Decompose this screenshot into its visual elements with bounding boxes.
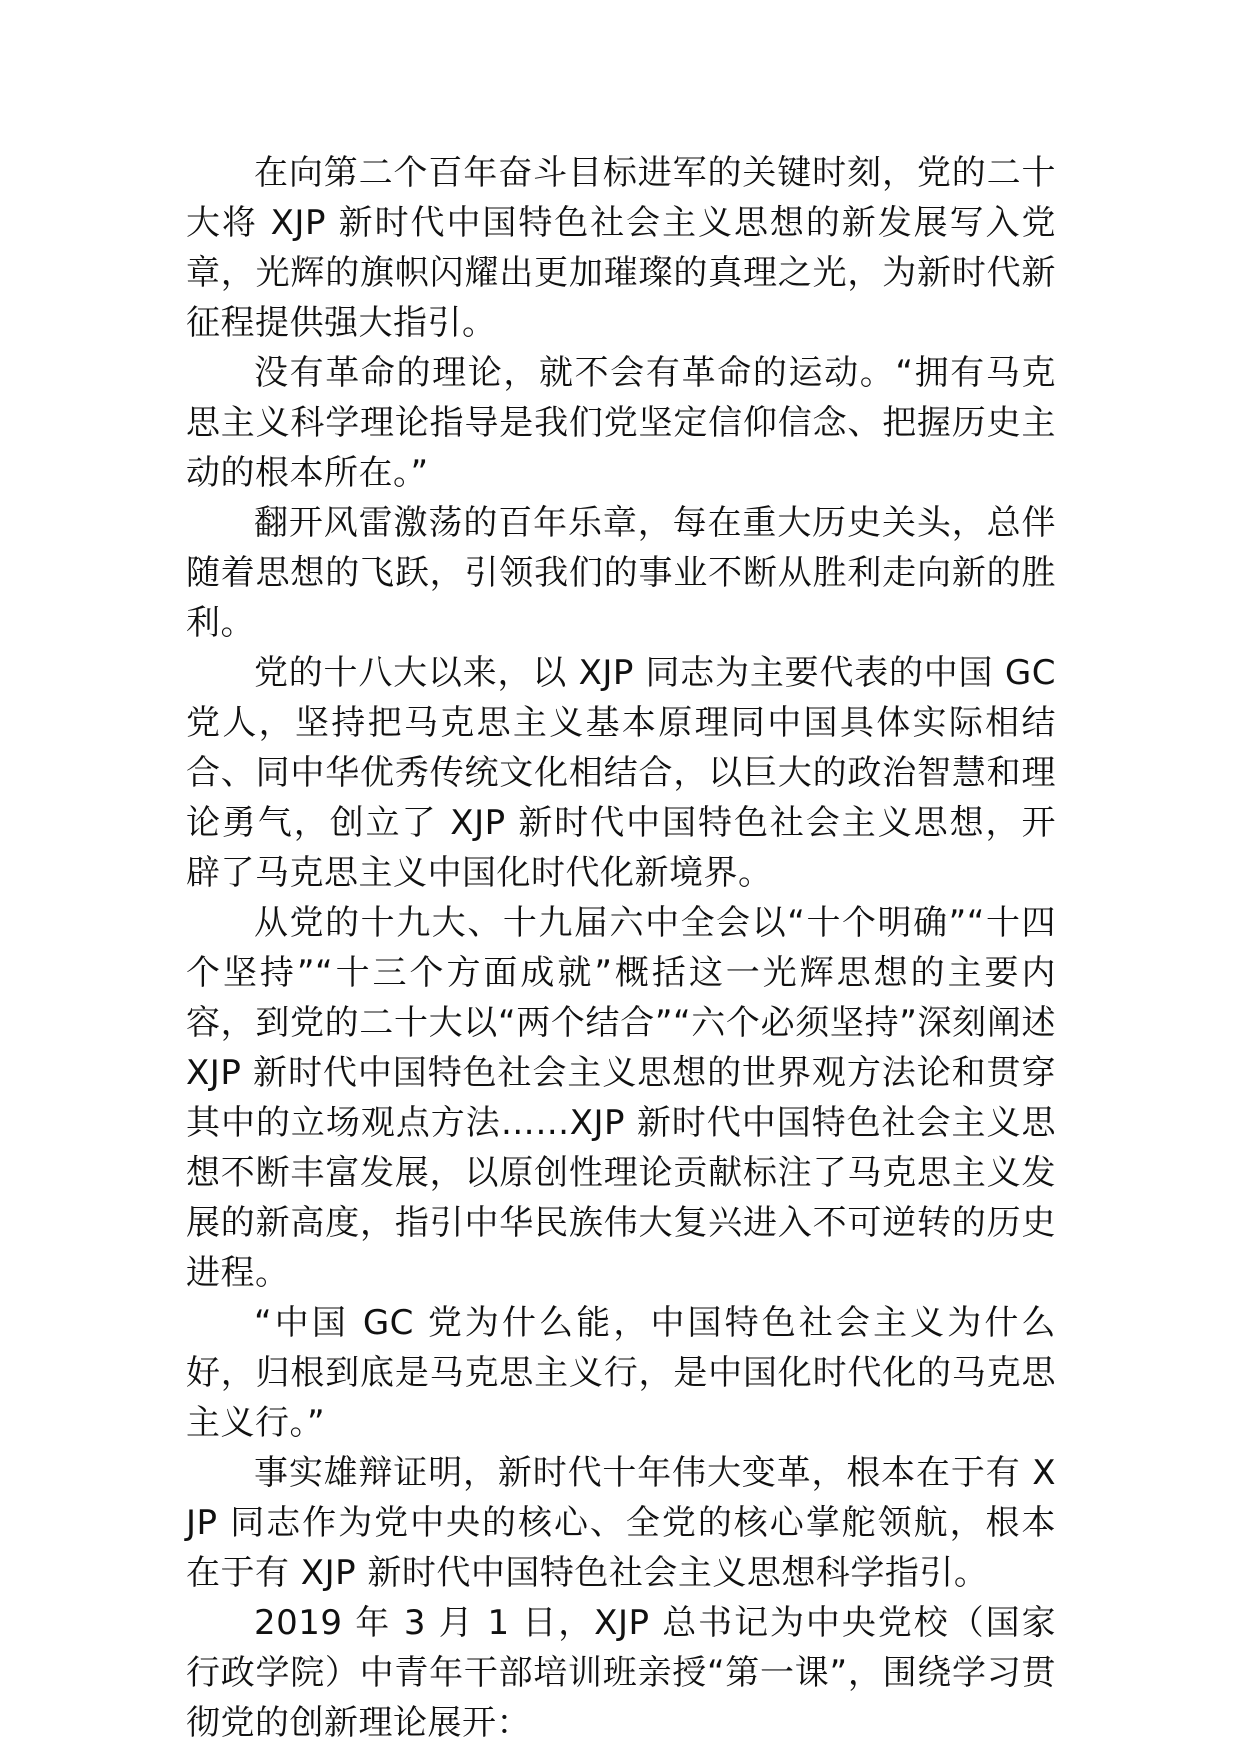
paragraph-1: 在向第二个百年奋斗目标进军的关键时刻，党的二十大将 XJP 新时代中国特色社会主义思想的新发展写入党章，光辉的旗帜闪耀出更加璀璨的真理之光，为新时代新征程提供强大指引。 [186, 153, 1056, 343]
paragraph-5: 从党的十九大、十九届六中全会以“十个明确”“十四个坚持”“十三个方面成就”概括这一光辉思想的主要内容，到党的二十大以“两个结合”“六个必须坚持”深刻阐述 XJP 新时代中国特色社会主义思想的世界观方法论和贯穿其中的立场观点方法……XJP 新时代中国特色社会主义思想不断丰富发展，以原创性理论贡献标注了马克思主义发展的新高度，指引中华民族伟大复兴进入不可逆转的历史进程。 [186, 903, 1056, 1293]
paragraph-2: 没有革命的理论，就不会有革命的运动。“拥有马克思主义科学理论指导是我们党坚定信仰信念、把握历史主动的根本所在。” [186, 353, 1056, 493]
document-body [186, 148, 1056, 1748]
paragraph-8: 2019 年 3 月 1 日，XJP 总书记为中央党校（国家行政学院）中青年干部培训班亲授“第一课”，围绕学习贯彻党的创新理论展开： [186, 1603, 1056, 1743]
paragraph-6: “中国 GC 党为什么能，中国特色社会主义为什么好，归根到底是马克思主义行，是中国化时代化的马克思主义行。” [186, 1303, 1056, 1443]
paragraph-7: 事实雄辩证明，新时代十年伟大变革，根本在于有 XJP 同志作为党中央的核心、全党的核心掌舵领航，根本在于有 XJP 新时代中国特色社会主义思想科学指引。 [186, 1453, 1056, 1593]
paragraph-3: 翻开风雷激荡的百年乐章，每在重大历史关头，总伴随着思想的飞跃，引领我们的事业不断从胜利走向新的胜利。 [186, 503, 1056, 643]
paragraph-4: 党的十八大以来，以 XJP 同志为主要代表的中国 GC 党人，坚持把马克思主义基本原理同中国具体实际相结合、同中华优秀传统文化相结合，以巨大的政治智慧和理论勇气，创立了 XJP 新时代中国特色社会主义思想，开辟了马克思主义中国化时代化新境界。 [186, 653, 1056, 893]
